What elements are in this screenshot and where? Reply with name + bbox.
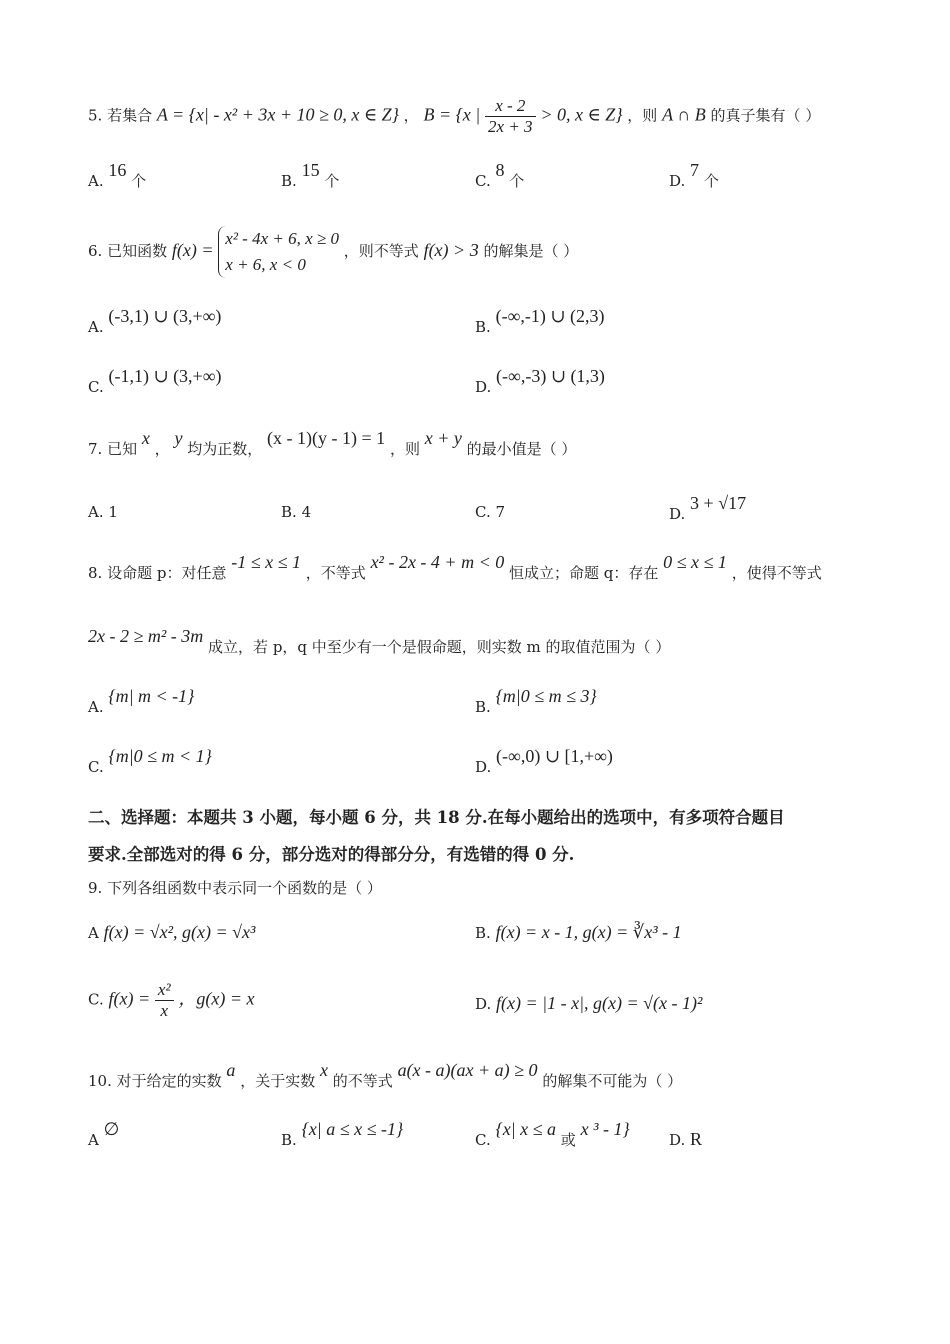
q7-option-b-value: 4 [301,503,312,521]
q6-case-2: x + 6, x < 0 [225,255,306,274]
q9-option-b[interactable] [475,922,682,943]
q7-option-b-label: B. [281,503,297,521]
q6-mid: ，则不等式 [343,242,419,260]
q6-option-b-value: (-∞,-1) ∪ (2,3) [495,306,605,326]
q7-expression: x + y [424,428,462,448]
q8-condition-4: 2x - 2 ≥ m² - 3m [88,626,204,646]
q7-condition: (x - 1)(y - 1) = 1 [267,428,386,448]
q9-option-c-f: f(x) = [108,988,151,1009]
q8-option-c-label: C. [88,758,104,776]
q8-option-d[interactable] [475,746,613,777]
q10-tail: 的解集不可能为（ ） [542,1072,683,1090]
q5-number: 5. 若集合 [88,106,153,125]
q9-option-c-denominator: x [160,1001,168,1020]
q7-option-a-label: A. [88,503,104,521]
q6-option-a[interactable] [88,306,222,337]
q8-option-b-label: B. [475,698,491,716]
q5-option-c-value: 8 [495,160,505,180]
q9-option-a-label: A [88,924,99,942]
q8-tail: 成立，若 p，q 中至少有一个是假命题，则实数 m 的取值范围为（ ） [208,638,671,656]
q5-option-b[interactable] [281,160,340,191]
q5-option-a-value: 16 [108,160,127,180]
q9-option-a[interactable] [88,922,255,943]
q10-option-d[interactable] [669,1129,702,1150]
q7-option-c-label: C. [475,503,491,521]
q10-x: x [319,1060,328,1080]
q5-tail: 的真子集有（ ） [710,106,821,125]
q6-option-a-value: (-3,1) ∪ (3,+∞) [108,306,222,326]
question-7 [88,428,577,459]
q5-set-b-left: B = {x | [423,104,481,125]
q7-comma: ， [154,440,170,458]
q9-option-c-fraction [155,980,174,1021]
q5-option-d-label: D. [669,172,686,190]
q9-option-c-label: C. [88,990,104,1009]
q10-option-d-value: R [690,1129,703,1149]
q6-option-c-label: C. [88,378,104,396]
q6-option-c[interactable] [88,366,222,397]
q8-condition-2: x² - 2x - 4 + m < 0 [370,552,505,572]
q7-then: ，则 [389,440,420,458]
q8-mid-1: ，不等式 [305,564,366,582]
q9-option-b-value: f(x) = x - 1, g(x) = ∛x³ - 1 [495,922,682,942]
question-8-line-2 [88,626,671,657]
q8-option-d-value: (-∞,0) ∪ [1,+∞) [496,746,613,766]
q9-option-c-numerator: x² [155,980,174,1001]
q7-option-d-label: D. [669,505,686,523]
section-2-heading-line-2: 要求.全部选对的得 6 分，部分选对的得部分分，有选错的得 0 分. [88,845,575,864]
q5-option-b-value: 15 [301,160,320,180]
q10-option-c-label: C. [475,1131,491,1149]
q5-set-b-numerator: x - 2 [485,96,536,117]
question-10 [88,1060,683,1091]
q6-tail: 的解集是（ ） [483,242,579,260]
q6-function-name: f(x) = [171,240,214,260]
q9-option-c[interactable] [88,980,254,1021]
q7-option-a[interactable] [88,503,118,521]
q5-option-b-unit: 个 [324,172,340,190]
q10-option-c[interactable] [475,1119,630,1150]
q10-mid-2: 的不等式 [332,1072,393,1090]
q5-option-a-unit: 个 [131,172,147,190]
q7-number: 7. 已知 [88,440,138,458]
q7-option-a-value: 1 [108,503,118,521]
q9-option-d-label: D. [475,995,492,1013]
q5-separator: ， [403,106,419,125]
q5-option-c-label: C. [475,172,491,190]
q10-option-c-value-pre: {x| x ≤ a [495,1119,557,1139]
q6-option-b[interactable] [475,306,605,337]
q9-option-d[interactable] [475,993,702,1014]
q9-option-a-value: f(x) = √x², g(x) = √x³ [103,922,256,942]
q5-then: ，则 [627,106,658,125]
q6-option-c-value: (-1,1) ∪ (3,+∞) [108,366,222,386]
question-9: 9. 下列各组函数中表示同一个函数的是（ ） [88,879,382,897]
q6-option-b-label: B. [475,318,491,336]
q8-condition-1: -1 ≤ x ≤ 1 [231,552,301,572]
q9-option-c-g: ，g(x) = x [178,988,255,1009]
q7-x: x [141,428,150,448]
q10-option-b-label: B. [281,1131,297,1149]
q6-number: 6. 已知函数 [88,242,168,260]
q9-option-b-label: B. [475,924,491,942]
question-8 [88,552,822,583]
q8-option-d-label: D. [475,758,492,776]
q7-tail: 的最小值是（ ） [466,440,577,458]
q6-option-d-value: (-∞,-3) ∪ (1,3) [496,366,605,386]
q7-option-d-value: 3 + √17 [690,493,747,513]
q10-option-c-or: 或 [560,1131,576,1149]
q5-set-a: A = {x| - x² + 3x + 10 ≥ 0, x ∈ Z} [156,104,399,125]
q8-option-a[interactable] [88,686,195,717]
q5-set-b-denominator: 2x + 3 [488,117,533,136]
q8-option-a-label: A. [88,698,104,716]
question-6 [88,226,578,278]
q5-set-b-fraction [485,96,536,137]
q8-number: 8. 设命题 p：对任意 [88,564,227,582]
q7-option-b[interactable] [281,503,311,521]
q6-option-d-label: D. [475,378,492,396]
section-2-heading-line-1: 二、选择题：本题共 3 小题，每小题 6 分，共 18 分.在每小题给出的选项中，有多项符合题目 [88,808,785,827]
q5-set-b-right: > 0, x ∈ Z} [540,104,623,125]
q7-option-c[interactable] [475,503,505,521]
q8-mid-3: ，使得不等式 [731,564,822,582]
q8-option-c[interactable] [88,746,212,777]
q8-mid-2: 恒成立；命题 q：存在 [509,564,659,582]
q6-option-d[interactable] [475,366,605,397]
q10-option-b-value: {x| a ≤ x ≤ -1} [301,1119,404,1139]
q8-option-b[interactable] [475,686,597,717]
q10-number: 10. 对于给定的实数 [88,1072,222,1090]
q7-option-c-value: 7 [495,503,506,521]
q9-option-d-value: f(x) = |1 - x|, g(x) = √(x - 1)² [496,993,703,1013]
q6-inequality: f(x) > 3 [423,240,479,260]
q5-option-d[interactable] [669,160,719,191]
q6-case-1: x² - 4x + 6, x ≥ 0 [225,229,339,248]
q5-option-d-value: 7 [690,160,700,180]
q8-option-b-value: {m|0 ≤ m ≤ 3} [495,686,597,706]
q5-option-a-label: A. [88,172,104,190]
q10-option-b[interactable] [281,1119,404,1150]
q7-mid: 均为正数， [187,440,263,458]
q8-option-c-value: {m|0 ≤ m < 1} [108,746,212,766]
q7-y: y [174,428,183,448]
q10-option-a[interactable] [88,1119,120,1150]
q8-condition-3: 0 ≤ x ≤ 1 [663,552,727,572]
q6-option-a-label: A. [88,318,104,336]
q10-option-a-label: A [88,1131,99,1149]
q5-expression: A ∩ B [662,104,706,125]
q5-option-c-unit: 个 [509,172,525,190]
q5-option-b-label: B. [281,172,297,190]
q10-option-d-label: D. [669,1131,686,1149]
q5-option-a[interactable] [88,160,147,191]
q5-option-c[interactable] [475,160,525,191]
q5-option-d-unit: 个 [703,172,719,190]
q10-a: a [226,1060,236,1080]
q10-mid-1: ，关于实数 [240,1072,316,1090]
q10-option-c-value-post: x ³ - 1} [580,1119,630,1139]
q6-piecewise [218,226,339,278]
q7-option-d[interactable] [669,493,747,524]
q10-option-a-value: ∅ [103,1119,120,1139]
q10-inequality: a(x - a)(ax + a) ≥ 0 [397,1060,538,1080]
question-5 [88,96,820,137]
q8-option-a-value: {m| m < -1} [108,686,195,706]
